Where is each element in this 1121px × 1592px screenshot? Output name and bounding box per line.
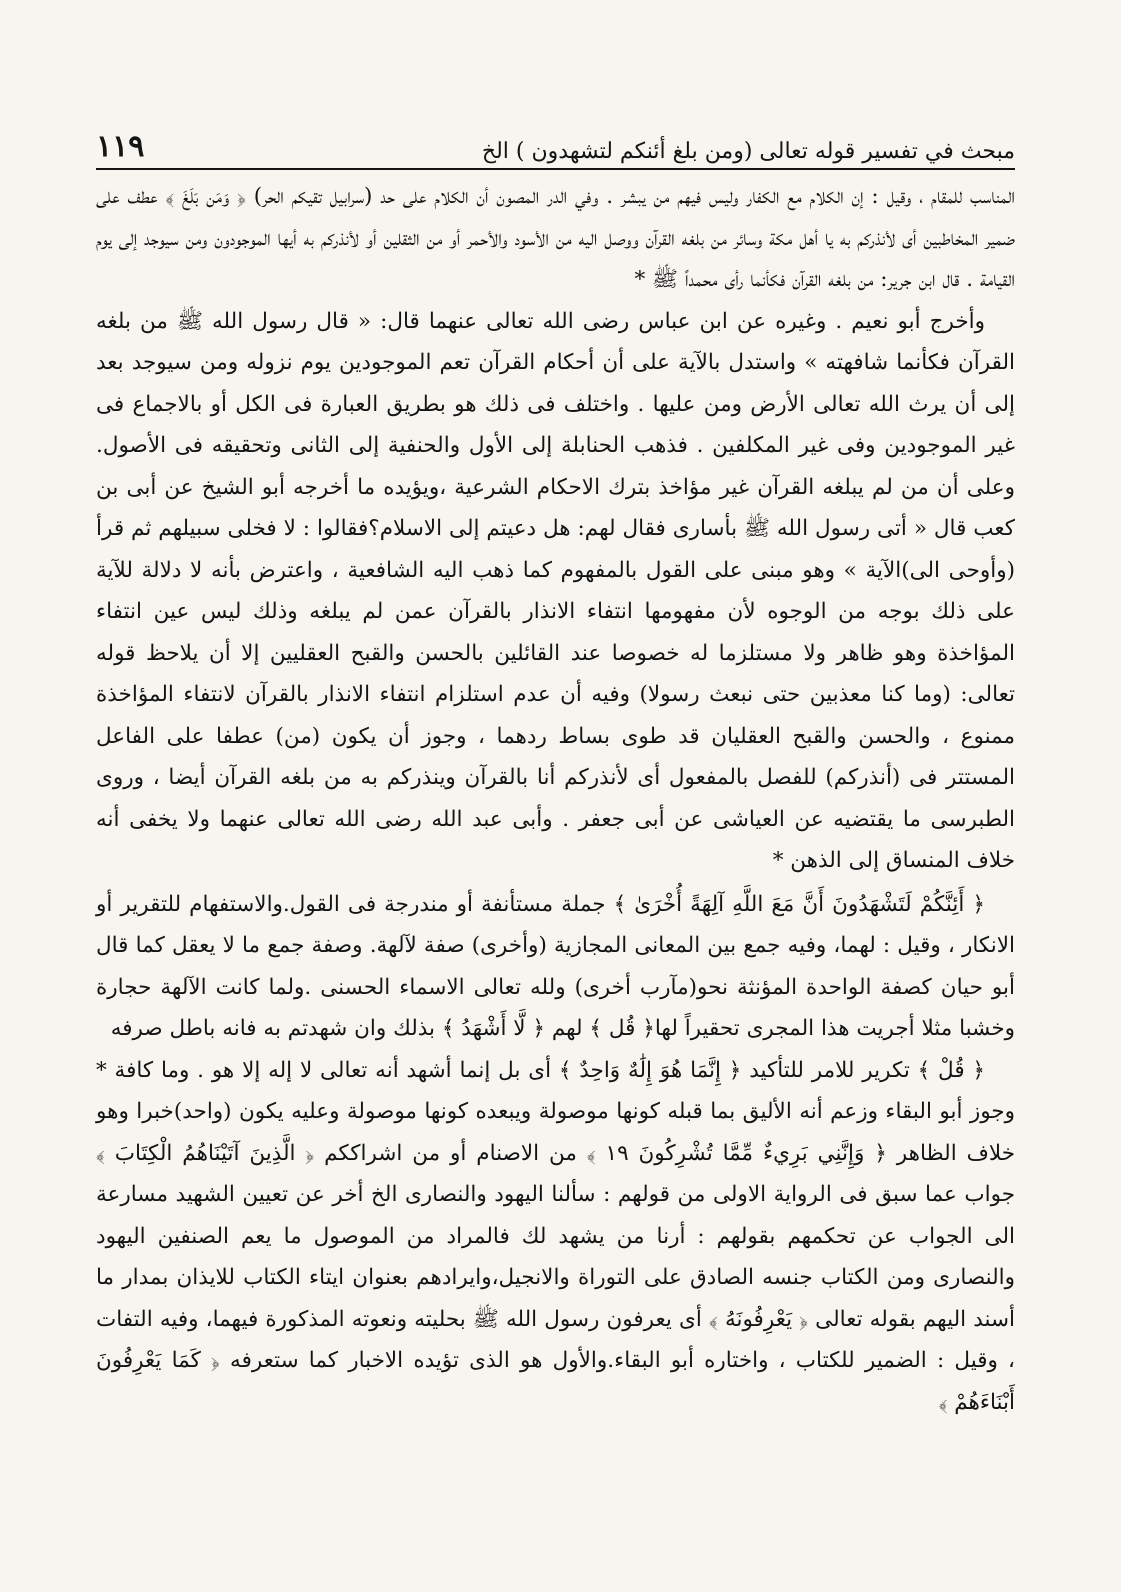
paragraph: ﴿ أَئِنَّكُمْ لَتَشْهَدُونَ أَنَّ مَعَ اللَّهِ آلِهَةً أُخْرَىٰ ﴾ جملة مستأنفة أو مندرجة فى القول.والاستفهام للتقرير أو الانكار ، وقيل : لهما، وفيه جمع بين المعانى المجازية (وأخرى) صفة لآلهة. وصفة جمع ما لا يعقل كما قال أبو حيان كصفة الواحدة المؤنثة نحو(مآرب أخرى) ولله تعالى الاسماء الحسنى .ولما كانت الآلهة حجارة وخشبا مثلا أجريت هذا المجرى تحقيراً لها﴿ قُل ﴾ لهم ﴿ لَّا أَشْهَدُ ﴾ بذلك وان شهدتم به فانه باطل صرفه — [96, 891, 1015, 1041]
text-body — [96, 176, 1015, 1423]
paragraph: وأخرج أبو نعيم . وغيره عن ابن عباس رضى الله تعالى عنهما قال: « قال رسول الله ﷺ من بلغه القرآن فكأنما شافهته » واستدل بالآية على أن أحكام القرآن تعم الموجودين يوم نزوله ومن سيوجد بعد إلى أن يرث الله تعالى الأرض ومن عليها . واختلف فى ذلك هو بطريق العبارة فى الكل أو بالاجماع فى غير الموجودين وفى غير المكلفين . فذهب الحنابلة إلى الأول والحنفية إلى الثانى وتحقيقه فى الأصول. وعلى أن من لم يبلغه القرآن غير مؤاخذ بترك الاحكام الشرعية ،ويؤيده ما أخرجه أبو الشيخ عن أبى بن كعب قال « أتى رسول الله ﷺ بأسارى فقال لهم: هل دعيتم إلى الاسلام؟فقالوا : لا فخلى سبيلهم ثم قرأ (وأوحى الى)الآية » وهو مبنى على القول بالمفهوم كما ذهب اليه الشافعية ، واعترض بأنه لا دلالة للآية على ذلك بوجه من الوجوه لأن مفهومها انتفاء الانذار بالقرآن عمن لم يبلغه وذلك ليس عين انتفاء المؤاخذة وهو ظاهر ولا مستلزما له خصوصا عند القائلين بالحسن والقبح العقليين إلا أن يلاحظ قوله تعالى: (وما كنا معذبين حتى نبعث رسولا) وفيه أن عدم استلزام انتفاء الانذار بالقرآن لانتفاء المؤاخذة ممنوع ، والحسن والقبح العقليان قد طوى بساط ردهما ، وجوز أن يكون (من) عطفا على الفاعل المستتر فى (أنذركم) للفصل بالمفعول أى لأنذركم أنا بالقرآن وينذركم به من بلغه القرآن أيضا ، وروى الطبرسى ما يقتضيه عن العياشى عن أبى جعفر . وأبى عبد الله رضى الله تعالى عنهما ولا يخفى أنه خلاف المنساق إلى الذهن * — [96, 308, 1015, 873]
paragraph: المناسب للمقام ، وقيل : إن الكلام مع الكفار وليس فيهم من يبشر . وفي الدر المصون أن الكلام على حد (سرابيل تقيكم الحر) ﴿ وَمَن بَلَغَ ﴾ عطف على ضمير المخاطبين أى لأنذركم به يا أهل مكة وسائر من بلغه القرآن ووصل اليه من الأسود والأحمر أو من الثقلين أو لأنذركم به أيها الموجودون ومن سيوجد إلى يوم القيامة . قال ابن جرير: من بلغه القرآن فكأنما رأى محمداً ﷺ * — [96, 184, 1015, 292]
paragraph: ﴿ قُلْ ﴾ تكرير للامر للتأكيد ﴿ إِنَّمَا هُوَ إِلَٰهٌ وَاحِدٌ ﴾ أى بل إنما أشهد أنه تعالى لا إله إلا هو . وما كافة * وجوز أبو البقاء وزعم أنه الأليق بما قبله كونها موصولة ويبعده كونها موصولة وعليه يكون (واحد)خبرا وهو خلاف الظاهر ﴿ وَإِنَّنِي بَرِيءٌ مِّمَّا تُشْرِكُونَ ١٩ ﴾ من الاصنام أو من اشراككم ﴿ الَّذِينَ آتَيْنَاهُمُ الْكِتَابَ ﴾ جواب عما سبق فى الرواية الاولى من قولهم : سألنا اليهود والنصارى الخ أخر عن تعيين الشهيد مسارعة الى الجواب عن تحكمهم بقولهم : أرنا من يشهد لك فالمراد من الموصول ما يعم الصنفين اليهود والنصارى ومن الكتاب جنسه الصادق على التوراة والانجيل،وايرادهم بعنوان ايتاء الكتاب للايذان بمدار ما أسند اليهم بقوله تعالى ﴿ يَعْرِفُونَهُ ﴾ أى يعرفون رسول الله ﷺ بحليته ونعوته المذكورة فيهما، وفيه التفات ، وقيل : الضمير للكتاب ، واختاره أبو البقاء.والأول هو الذى تؤيده الاخبار كما ستعرفه ﴿ كَمَا يَعْرِفُونَ أَبْنَاءَهُمْ ﴾ — [96, 1057, 1015, 1415]
running-title: مبحث في تفسير قوله تعالى (ومن بلغ أئنكم لتشهدون ) الخ — [481, 139, 1015, 164]
page-header — [96, 118, 1015, 170]
page-number: ١١٩ — [96, 129, 145, 164]
